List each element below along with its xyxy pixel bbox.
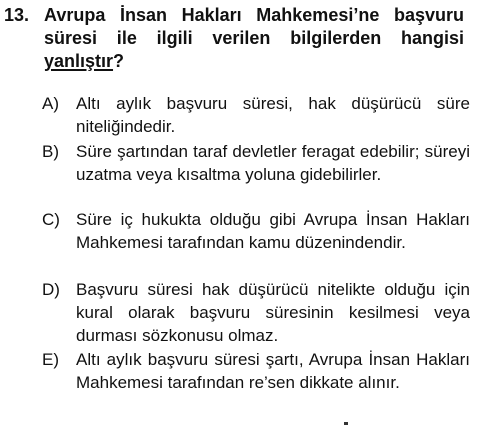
- option-d-text: Başvuru süresi hak düşürücü nitelikte olduğu için kural olarak başvuru süresinin kesilmesi veya durması sözkonusu olmaz.: [76, 280, 470, 345]
- question-stem-end: ?: [113, 51, 125, 71]
- question-stem-emphasis: yanlıştır: [44, 51, 114, 71]
- scan-speck: [344, 422, 348, 425]
- option-b-text: Süre şartından taraf devletler feragat edebilir; süreyi uzatma veya kısaltma yoluna gidebilirler.: [76, 142, 470, 184]
- question-stem: [44, 4, 464, 73]
- option-a-text: Altı aylık başvuru süresi, hak düşürücü süre niteliğindedir.: [76, 94, 470, 136]
- option-a-letter: A): [42, 94, 59, 113]
- option-c-letter: C): [42, 210, 60, 229]
- question-stem-text: Avrupa İnsan Hakları Mahkemesi’ne başvuru süresi ile ilgili verilen bilgilerden hangisi: [44, 5, 464, 48]
- option-e-text: Altı aylık başvuru süresi şartı, Avrupa İnsan Hakları Mahkemesi tarafından re’sen dikkate alınır.: [76, 350, 470, 392]
- option-d-letter: D): [42, 280, 60, 299]
- option-e-letter: E): [42, 350, 59, 369]
- option-b-letter: B): [42, 142, 59, 161]
- option-c-text: Süre iç hukukta olduğu gibi Avrupa İnsan Hakları Mahkemesi tarafından kamu düzenindendir.: [76, 210, 470, 252]
- question-number: 13.: [4, 5, 30, 25]
